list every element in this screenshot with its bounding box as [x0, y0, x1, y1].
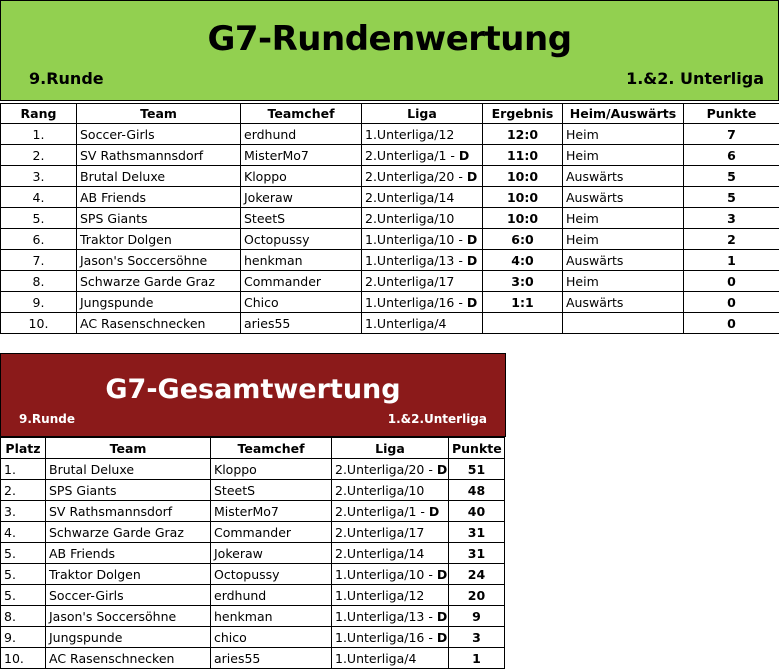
table-row	[1, 480, 505, 501]
table-row	[1, 166, 779, 187]
team-cell: Brutal Deluxe	[46, 459, 211, 480]
points-cell: 31	[449, 543, 505, 564]
round-label: 9.Runde	[19, 412, 75, 426]
teamchef-cell: SteetS	[211, 480, 332, 501]
liga-text: 2.Unterliga/20 -	[335, 461, 437, 477]
points-cell: 0	[684, 271, 779, 292]
liga-text: 2.Unterliga/14	[365, 189, 455, 205]
liga-division-marker: D	[466, 294, 478, 310]
home-away-cell: Auswärts	[563, 292, 684, 313]
liga-cell	[362, 187, 483, 208]
points-cell: 48	[449, 480, 505, 501]
table-row	[1, 292, 779, 313]
liga-text: 2.Unterliga/10	[365, 210, 455, 226]
teamchef-cell: aries55	[241, 313, 362, 334]
team-cell: Jason's Soccersöhne	[46, 606, 211, 627]
teamchef-cell: aries55	[211, 648, 332, 669]
table-row	[1, 564, 505, 585]
table-row	[1, 459, 505, 480]
liga-cell	[332, 606, 449, 627]
table-header-row	[1, 438, 505, 459]
table-header-row	[1, 104, 779, 124]
points-cell: 3	[449, 627, 505, 648]
liga-division-marker: D	[436, 566, 448, 582]
teamchef-cell: MisterMo7	[241, 145, 362, 166]
liga-text: 1.Unterliga/4	[365, 315, 447, 331]
points-cell: 5	[684, 187, 779, 208]
place-cell: 5.	[1, 585, 46, 606]
table-row	[1, 229, 779, 250]
rank-cell: 3.	[1, 166, 77, 187]
liga-text: 1.Unterliga/4	[335, 650, 417, 666]
result-cell	[483, 313, 563, 334]
points-cell: 7	[684, 124, 779, 145]
liga-cell	[332, 564, 449, 585]
liga-division-marker: D	[466, 168, 478, 184]
column-header-liga: Liga	[332, 438, 449, 459]
round-label: 9.Runde	[29, 69, 104, 88]
place-cell: 9.	[1, 627, 46, 648]
teamchef-cell: erdhund	[241, 124, 362, 145]
liga-cell	[362, 271, 483, 292]
liga-cell	[332, 459, 449, 480]
team-cell: Schwarze Garde Graz	[77, 271, 241, 292]
overall-ranking-table	[0, 437, 505, 669]
liga-text: 2.Unterliga/14	[335, 545, 425, 561]
team-cell: Soccer-Girls	[46, 585, 211, 606]
rank-cell: 1.	[1, 124, 77, 145]
round-ranking-table	[0, 103, 779, 334]
table-row	[1, 522, 505, 543]
result-cell: 4:0	[483, 250, 563, 271]
team-cell: SPS Giants	[77, 208, 241, 229]
column-header-platz: Platz	[1, 438, 46, 459]
place-cell: 2.	[1, 480, 46, 501]
points-cell: 2	[684, 229, 779, 250]
teamchef-cell: Jokeraw	[211, 543, 332, 564]
liga-division-marker: D	[458, 147, 470, 163]
liga-text: 1.Unterliga/16 -	[335, 629, 437, 645]
liga-text: 1.Unterliga/10 -	[335, 566, 437, 582]
column-header-liga: Liga	[362, 104, 483, 124]
liga-text: 2.Unterliga/1 -	[365, 147, 459, 163]
result-cell: 1:1	[483, 292, 563, 313]
liga-text: 1.Unterliga/13 -	[365, 252, 467, 268]
round-ranking-banner	[0, 0, 779, 101]
team-cell: Schwarze Garde Graz	[46, 522, 211, 543]
liga-cell	[362, 229, 483, 250]
liga-division-marker: D	[436, 608, 448, 624]
liga-cell	[362, 313, 483, 334]
home-away-cell	[563, 313, 684, 334]
liga-text: 2.Unterliga/17	[335, 524, 425, 540]
liga-cell	[362, 124, 483, 145]
overall-ranking-banner	[0, 353, 506, 437]
liga-division-marker: D	[466, 231, 478, 247]
table-row	[1, 627, 505, 648]
team-cell: Traktor Dolgen	[46, 564, 211, 585]
liga-division-marker: D	[436, 629, 448, 645]
team-cell: AB Friends	[77, 187, 241, 208]
round-ranking-title: G7-Rundenwertung	[207, 19, 572, 59]
liga-text: 2.Unterliga/10	[335, 482, 425, 498]
points-cell: 0	[684, 292, 779, 313]
team-cell: SPS Giants	[46, 480, 211, 501]
liga-cell	[332, 522, 449, 543]
team-cell: Brutal Deluxe	[77, 166, 241, 187]
points-cell: 0	[684, 313, 779, 334]
points-cell: 1	[449, 648, 505, 669]
table-row	[1, 585, 505, 606]
home-away-cell: Heim	[563, 208, 684, 229]
column-header-heim-auswaerts: Heim/Auswärts	[563, 104, 684, 124]
teamchef-cell: Kloppo	[241, 166, 362, 187]
place-cell: 1.	[1, 459, 46, 480]
team-cell: Jungspunde	[46, 627, 211, 648]
liga-cell	[362, 292, 483, 313]
points-cell: 24	[449, 564, 505, 585]
table-row	[1, 271, 779, 292]
column-header-punkte: Punkte	[449, 438, 505, 459]
liga-cell	[332, 501, 449, 522]
liga-division-marker: D	[428, 503, 440, 519]
home-away-cell: Heim	[563, 271, 684, 292]
liga-cell	[332, 648, 449, 669]
result-cell: 10:0	[483, 187, 563, 208]
liga-cell	[362, 166, 483, 187]
team-cell: AB Friends	[46, 543, 211, 564]
team-cell: SV Rathsmannsdorf	[77, 145, 241, 166]
column-header-ergebnis: Ergebnis	[483, 104, 563, 124]
liga-text: 2.Unterliga/20 -	[365, 168, 467, 184]
result-cell: 12:0	[483, 124, 563, 145]
place-cell: 3.	[1, 501, 46, 522]
place-cell: 4.	[1, 522, 46, 543]
table-row	[1, 606, 505, 627]
result-cell: 10:0	[483, 208, 563, 229]
teamchef-cell: Commander	[211, 522, 332, 543]
liga-division-marker: D	[436, 461, 448, 477]
result-cell: 11:0	[483, 145, 563, 166]
rank-cell: 4.	[1, 187, 77, 208]
teamchef-cell: Octopussy	[211, 564, 332, 585]
team-cell: Traktor Dolgen	[77, 229, 241, 250]
home-away-cell: Auswärts	[563, 187, 684, 208]
home-away-cell: Auswärts	[563, 166, 684, 187]
liga-text: 1.Unterliga/10 -	[365, 231, 467, 247]
table-row	[1, 187, 779, 208]
rank-cell: 6.	[1, 229, 77, 250]
home-away-cell: Heim	[563, 124, 684, 145]
league-label: 1.&2. Unterliga	[626, 69, 764, 88]
table-row	[1, 313, 779, 334]
column-header-rang: Rang	[1, 104, 77, 124]
place-cell: 10.	[1, 648, 46, 669]
teamchef-cell: henkman	[211, 606, 332, 627]
points-cell: 1	[684, 250, 779, 271]
liga-text: 1.Unterliga/16 -	[365, 294, 467, 310]
teamchef-cell: Octopussy	[241, 229, 362, 250]
teamchef-cell: henkman	[241, 250, 362, 271]
team-cell: AC Rasenschnecken	[46, 648, 211, 669]
rank-cell: 8.	[1, 271, 77, 292]
column-header-punkte: Punkte	[684, 104, 779, 124]
points-cell: 20	[449, 585, 505, 606]
column-header-team: Team	[46, 438, 211, 459]
table-row	[1, 124, 779, 145]
table-row	[1, 501, 505, 522]
teamchef-cell: Commander	[241, 271, 362, 292]
liga-cell	[362, 145, 483, 166]
team-cell: AC Rasenschnecken	[77, 313, 241, 334]
team-cell: Soccer-Girls	[77, 124, 241, 145]
teamchef-cell: chico	[211, 627, 332, 648]
home-away-cell: Heim	[563, 145, 684, 166]
team-cell: Jason's Soccersöhne	[77, 250, 241, 271]
liga-cell	[362, 208, 483, 229]
points-cell: 31	[449, 522, 505, 543]
points-cell: 5	[684, 166, 779, 187]
table-row	[1, 543, 505, 564]
liga-cell	[332, 585, 449, 606]
team-cell: SV Rathsmannsdorf	[46, 501, 211, 522]
teamchef-cell: Chico	[241, 292, 362, 313]
teamchef-cell: Jokeraw	[241, 187, 362, 208]
liga-cell	[362, 250, 483, 271]
table-row	[1, 648, 505, 669]
column-header-teamchef: Teamchef	[211, 438, 332, 459]
rank-cell: 7.	[1, 250, 77, 271]
table-row	[1, 250, 779, 271]
teamchef-cell: SteetS	[241, 208, 362, 229]
home-away-cell: Auswärts	[563, 250, 684, 271]
liga-text: 2.Unterliga/1 -	[335, 503, 429, 519]
table-row	[1, 208, 779, 229]
liga-cell	[332, 627, 449, 648]
points-cell: 3	[684, 208, 779, 229]
column-header-teamchef: Teamchef	[241, 104, 362, 124]
teamchef-cell: Kloppo	[211, 459, 332, 480]
table-row	[1, 145, 779, 166]
rank-cell: 9.	[1, 292, 77, 313]
liga-cell	[332, 480, 449, 501]
rank-cell: 10.	[1, 313, 77, 334]
result-cell: 10:0	[483, 166, 563, 187]
liga-text: 1.Unterliga/12	[365, 126, 455, 142]
liga-cell	[332, 543, 449, 564]
place-cell: 5.	[1, 564, 46, 585]
column-header-team: Team	[77, 104, 241, 124]
result-cell: 3:0	[483, 271, 563, 292]
liga-text: 1.Unterliga/12	[335, 587, 425, 603]
place-cell: 5.	[1, 543, 46, 564]
points-cell: 6	[684, 145, 779, 166]
teamchef-cell: MisterMo7	[211, 501, 332, 522]
rank-cell: 5.	[1, 208, 77, 229]
team-cell: Jungspunde	[77, 292, 241, 313]
liga-division-marker: D	[466, 252, 478, 268]
liga-text: 2.Unterliga/17	[365, 273, 455, 289]
place-cell: 8.	[1, 606, 46, 627]
teamchef-cell: erdhund	[211, 585, 332, 606]
overall-ranking-title: G7-Gesamtwertung	[105, 374, 401, 405]
result-cell: 6:0	[483, 229, 563, 250]
points-cell: 9	[449, 606, 505, 627]
league-label: 1.&2.Unterliga	[387, 412, 487, 426]
points-cell: 51	[449, 459, 505, 480]
liga-text: 1.Unterliga/13 -	[335, 608, 437, 624]
points-cell: 40	[449, 501, 505, 522]
rank-cell: 2.	[1, 145, 77, 166]
home-away-cell: Heim	[563, 229, 684, 250]
